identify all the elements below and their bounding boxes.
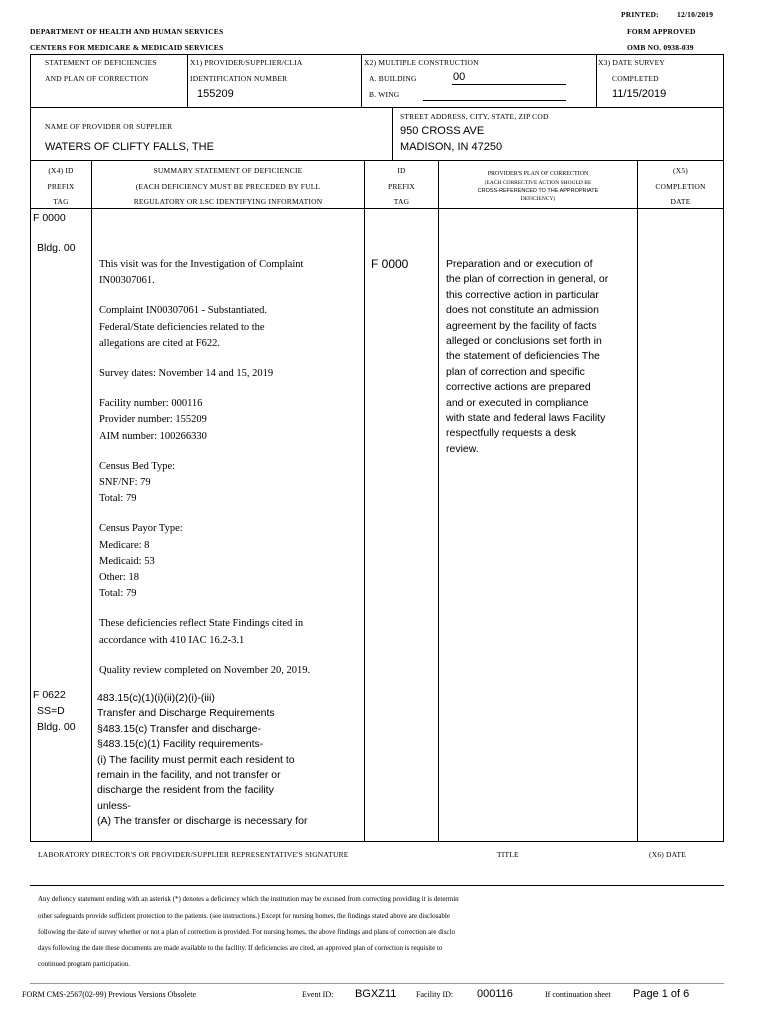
id-label: ID — [397, 166, 406, 175]
provider-name-value: WATERS OF CLIFTY FALLS, THE — [45, 141, 214, 153]
building-tag-1: Bldg. 00 — [37, 242, 76, 254]
id-tag-f0000: F 0000 — [371, 257, 409, 271]
form-approved: FORM APPROVED — [627, 27, 696, 36]
x5-label: (X5) — [673, 166, 688, 175]
provider-name-label: NAME OF PROVIDER OR SUPPLIER — [45, 122, 173, 131]
footnote-line-2: other safeguards provide sufficient protection to the patients. (see instructions.) Except for nursing homes, the findings stated above are disclosable — [38, 912, 450, 920]
page-number: Page 1 of 6 — [633, 988, 690, 1000]
summary-paragraph-8: Quality review completed on November 20, 2019. — [99, 664, 311, 676]
x3-date-value: 11/15/2019 — [612, 88, 667, 100]
id-prefix-label: PREFIX — [387, 182, 416, 191]
plan-of-correction-header: PROVIDER'S PLAN OF CORRECTION — [487, 171, 589, 177]
printed-date: 12/10/2019 — [677, 10, 714, 19]
event-id-value: BGXZ11 — [355, 988, 397, 1000]
facility-id-label: Facility ID: — [416, 990, 454, 999]
x5-completion-label: COMPLETION — [655, 182, 706, 191]
summary-paragraph-1: This visit was for the Investigation of Complaint IN00307061. — [99, 259, 304, 287]
omb-number: OMB NO. 0938-039 — [627, 43, 694, 52]
x4-id-label: (X4) ID — [48, 166, 74, 175]
statement-label: STATEMENT OF DEFICIENCIES — [45, 58, 157, 67]
summary-paragraph-5: Census Bed Type: SNF/NF: 79 Total: 79 — [99, 460, 176, 505]
plan-deficiency-header: DEFICIENCY) — [520, 196, 556, 202]
x2-multiple-construction-label: X2) MULTIPLE CONSTRUCTION — [364, 58, 479, 67]
footnote-line-5: continued program participation. — [38, 960, 130, 968]
summary-paragraph-4: Facility number: 000116 Provider number: 155209 AIM number: 100266330 — [99, 398, 207, 442]
x5-date-label: DATE — [670, 197, 691, 206]
prefix-tag-f0000: F 0000 — [33, 212, 66, 224]
x3-date-survey-label: X3) DATE SURVEY — [598, 58, 665, 67]
x2-building-value: 00 — [453, 71, 466, 83]
street-address-line2: MADISON, IN 47250 — [400, 141, 503, 153]
summary-statement-text — [99, 257, 361, 693]
plan-instructions-header: (EACH CORRECTIVE ACTION SHOULD BE — [484, 180, 592, 186]
footnote-line-1: Any defiency statement ending with an asterisk (*) denotes a deficiency which the institution may be excused from correcting providing it is determin — [38, 895, 459, 903]
director-signature-label: LABORATORY DIRECTOR'S OR PROVIDER/SUPPLIER REPRESENTATIVE'S SIGNATURE — [38, 850, 349, 859]
summary-paragraph-3: Survey dates: November 14 and 15, 2019 — [99, 368, 274, 380]
summary-statement-label: SUMMARY STATEMENT OF DEFICIENCIE — [153, 166, 303, 175]
footnote-line-4: days following the date these documents are made available to the facility. If deficiencies are cited, an approved plan of correction is requisite to — [38, 944, 443, 952]
centers-name: CENTERS FOR MEDICARE & MEDICAID SERVICES — [30, 43, 224, 52]
summary-paragraph-6: Census Payor Type: Medicare: 8 Medicaid: 53 Other: 18 Total: 79 — [99, 523, 183, 600]
street-address-line1: 950 CROSS AVE — [400, 125, 485, 137]
x4-tag-label: TAG — [53, 197, 69, 206]
department-name: DEPARTMENT OF HEALTH AND HUMAN SERVICES — [30, 27, 224, 36]
plan-cross-reference-header: CROSS-REFERENCED TO THE APPROPRIATE — [477, 188, 599, 194]
summary-paragraph-2: Complaint IN00307061 - Substantiated. Federal/State deficiencies related to the allegations are cited at F622. — [99, 305, 267, 349]
facility-id-value: 000116 — [477, 988, 513, 1000]
x1-identification-label: IDENTIFICATION NUMBER — [190, 74, 288, 83]
plan-of-correction-label: AND PLAN OF CORRECTION — [45, 74, 149, 83]
x4-prefix-label: PREFIX — [47, 182, 75, 191]
x2-building-label: A. BUILDING — [369, 74, 417, 83]
x3-completed-label: COMPLETED — [612, 74, 659, 83]
building-tag-2: Bldg. 00 — [37, 721, 76, 733]
regulation-text: 483.15(c)(1)(i)(ii)(2)(i)-(iii) Transfer and Discharge Requirements §483.15(c) Transfer and discharge- §483.15(c)(1) Facility requirements- (i) The facility must permit each resident to remain in the facility, and not transfer or discharge the resident from the facility unless- (A) The transfer or discharge is necessary for — [97, 692, 308, 828]
title-label: TITLE — [497, 850, 519, 859]
x6-date-label: (X6) DATE — [649, 850, 687, 859]
plan-of-correction-text: Preparation and or execution of the plan of correction in general, or this corrective action in particular does not constitute an admission agreement by the facility of facts alleged or conclusions set forth in the statement of deficiencies The plan of correction and specific corrective actions are prepared and or executed in compliance with state and federal laws Facility respectfully requests a desk review. — [446, 258, 609, 455]
footnote-line-3: following the date of survey whether or not a plan of correction is provided. For nursing homes, the above findings and plans of correction are disclo — [38, 928, 455, 936]
id-tag-label: TAG — [393, 197, 410, 206]
printed-label: PRINTED: — [621, 10, 659, 19]
continuation-sheet-label: If continuation sheet — [545, 990, 611, 999]
scope-severity: SS=D — [37, 705, 65, 717]
summary-instructions-label: (EACH DEFICIENCY MUST BE PRECEDED BY FULL — [135, 182, 321, 191]
x2-wing-label: B. WING — [369, 90, 400, 99]
summary-paragraph-7: These deficiencies reflect State Findings cited in accordance with 410 IAC 16.2-3.1 — [99, 618, 304, 646]
summary-regulatory-label: REGULATORY OR LSC IDENTIFYING INFORMATION — [133, 197, 323, 206]
event-id-label: Event ID: — [302, 990, 334, 999]
x1-identification-value: 155209 — [197, 88, 234, 100]
form-number: FORM CMS-2567(02-99) Previous Versions Obsolete — [22, 990, 197, 999]
street-address-label: STREET ADDRESS, CITY, STATE, ZIP COD — [400, 112, 549, 121]
prefix-tag-f0622: F 0622 — [33, 689, 66, 701]
x1-provider-label: X1) PROVIDER/SUPPLIER/CLIA — [190, 58, 303, 67]
